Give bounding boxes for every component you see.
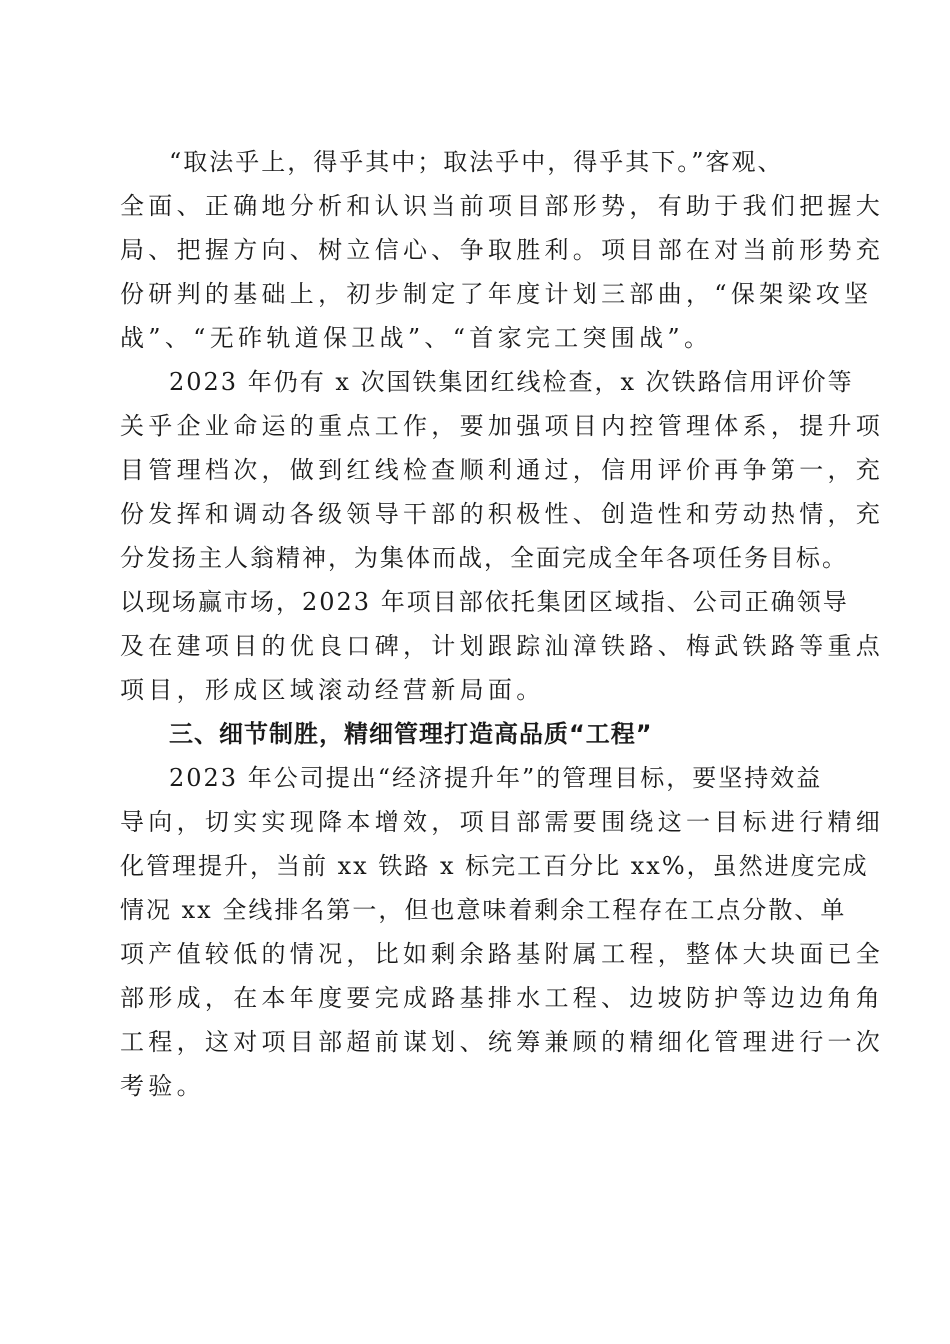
text-line: 情况 xx 全线排名第一，但也意味着剩余工程存在工点分散、单 <box>120 896 847 924</box>
text-line: 以现场赢市场，2023 年项目部依托集团区域指、公司正确领导 <box>120 588 849 616</box>
paragraph-1 <box>120 140 885 360</box>
text-line: 项产值较低的情况，比如剩余路基附属工程，整体大块面已全 <box>120 940 885 968</box>
text-line: 部形成，在本年度要完成路基排水工程、边坡防护等边边角角 <box>120 984 885 1012</box>
text-line: 局、把握方向、树立信心、争取胜利。项目部在对当前形势充 <box>120 236 885 264</box>
text-line: 份发挥和调动各级领导干部的积极性、创造性和劳动热情，充 <box>120 500 885 528</box>
paragraph-2 <box>120 360 885 712</box>
paragraph-3 <box>120 756 885 1108</box>
document-body <box>120 140 885 1108</box>
text-line: 及在建项目的优良口碑，计划跟踪汕漳铁路、梅武铁路等重点 <box>120 632 885 660</box>
text-line: 考验。 <box>120 1072 205 1100</box>
text-line: 分发扬主人翁精神，为集体而战，全面完成全年各项任务目标。 <box>120 544 848 572</box>
text-line: 目管理档次，做到红线检查顺利通过，信用评价再争第一，充 <box>120 456 885 484</box>
text-line: 2023 年公司提出“经济提升年”的管理目标，要坚持效益 <box>169 764 823 792</box>
text-line: 化管理提升，当前 xx 铁路 x 标完工百分比 xx%，虽然进度完成 <box>120 852 869 880</box>
text-line: 导向，切实实现降本增效，项目部需要围绕这一目标进行精细 <box>120 808 885 836</box>
text-line: 战”、“无砟轨道保卫战”、“首家完工突围战”。 <box>120 324 713 352</box>
text-line: “取法乎上，得乎其中；取法乎中，得乎其下。”客观、 <box>169 148 784 176</box>
section-heading: 三、细节制胜，精细管理打造高品质“工程” <box>169 720 653 748</box>
text-line: 工程，这对项目部超前谋划、统筹兼顾的精细化管理进行一次 <box>120 1028 885 1056</box>
text-line: 关乎企业命运的重点工作，要加强项目内控管理体系，提升项 <box>120 412 885 440</box>
text-line: 全面、正确地分析和认识当前项目部形势，有助于我们把握大 <box>120 192 885 220</box>
text-line: 项目，形成区域滚动经营新局面。 <box>120 676 545 704</box>
text-line: 份研判的基础上，初步制定了年度计划三部曲，“保架梁攻坚 <box>120 280 873 308</box>
text-line: 2023 年仍有 x 次国铁集团红线检查，x 次铁路信用评价等 <box>169 368 854 396</box>
